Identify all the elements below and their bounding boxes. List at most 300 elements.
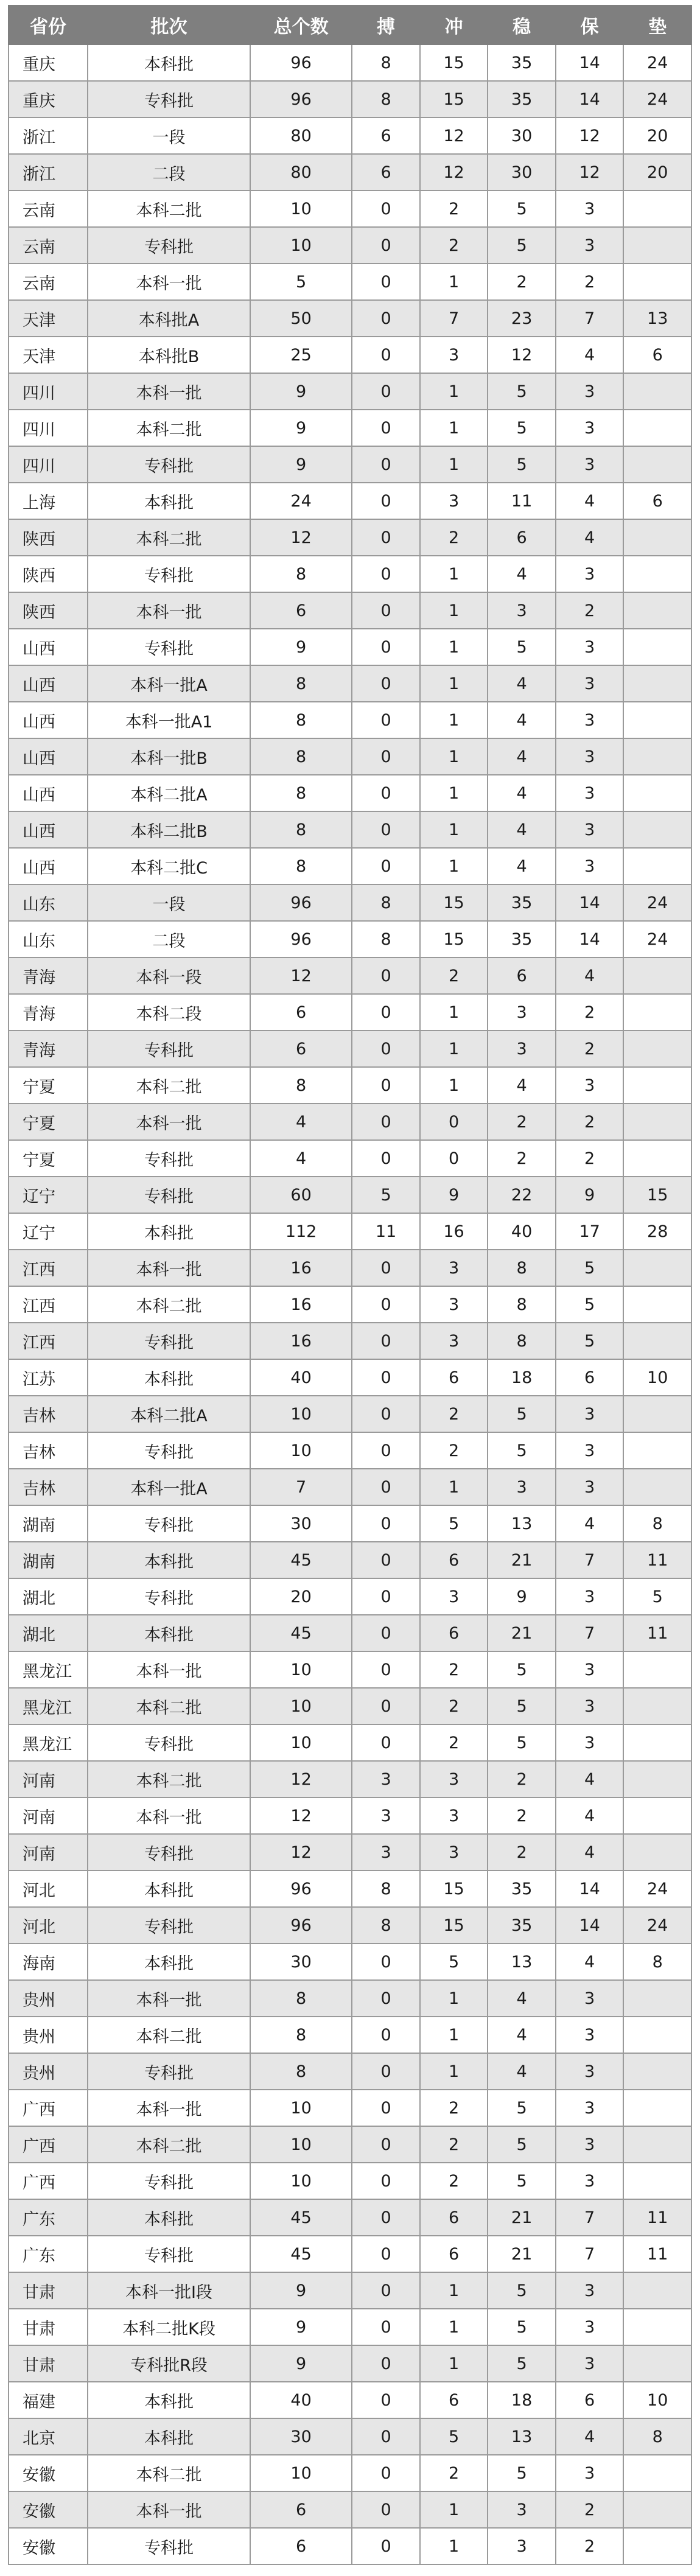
cell-reach: 0 xyxy=(352,1140,420,1177)
cell-fallback xyxy=(623,1688,691,1724)
table-row xyxy=(9,2528,691,2564)
cell-fallback: 6 xyxy=(623,483,691,519)
cell-total: 96 xyxy=(250,1907,352,1944)
cell-rush: 2 xyxy=(420,227,488,264)
cell-batch: 专科批R段 xyxy=(88,2345,250,2382)
cell-total: 8 xyxy=(250,811,352,848)
cell-rush: 6 xyxy=(420,1615,488,1651)
cell-batch: 本科二批 xyxy=(88,1761,250,1797)
cell-province: 甘肃 xyxy=(9,2345,88,2382)
cell-province: 甘肃 xyxy=(9,2272,88,2309)
cell-batch: 本科二批B xyxy=(88,811,250,848)
cell-fallback: 24 xyxy=(623,921,691,957)
cell-safe: 4 xyxy=(556,1944,624,1980)
cell-total: 20 xyxy=(250,1578,352,1615)
cell-total: 24 xyxy=(250,483,352,519)
cell-fallback xyxy=(623,1286,691,1323)
table-row xyxy=(9,1031,691,1067)
table-row xyxy=(9,738,691,775)
cell-safe: 5 xyxy=(556,1286,624,1323)
cell-reach: 0 xyxy=(352,1323,420,1359)
cell-batch: 本科一批A xyxy=(88,1469,250,1505)
header-steady: 稳 xyxy=(488,5,556,44)
cell-total: 6 xyxy=(250,2491,352,2528)
cell-total: 8 xyxy=(250,702,352,738)
cell-steady: 5 xyxy=(488,446,556,483)
cell-batch: 专科批 xyxy=(88,1907,250,1944)
cell-reach: 0 xyxy=(352,1396,420,1432)
cell-steady: 3 xyxy=(488,1031,556,1067)
table-row xyxy=(9,2017,691,2053)
cell-total: 12 xyxy=(250,1761,352,1797)
cell-fallback xyxy=(623,811,691,848)
table-row xyxy=(9,848,691,884)
cell-safe: 2 xyxy=(556,2528,624,2564)
cell-total: 16 xyxy=(250,1286,352,1323)
cell-safe: 3 xyxy=(556,2163,624,2199)
cell-province: 湖南 xyxy=(9,1542,88,1578)
cell-steady: 4 xyxy=(488,556,556,592)
cell-safe: 7 xyxy=(556,300,624,337)
cell-rush: 6 xyxy=(420,2199,488,2236)
header-row xyxy=(9,5,691,44)
cell-rush: 2 xyxy=(420,191,488,227)
cell-total: 12 xyxy=(250,1834,352,1871)
cell-reach: 8 xyxy=(352,1871,420,1907)
cell-fallback xyxy=(623,1797,691,1834)
cell-total: 10 xyxy=(250,1688,352,1724)
table-row xyxy=(9,994,691,1031)
cell-fallback: 11 xyxy=(623,2199,691,2236)
cell-steady: 18 xyxy=(488,1359,556,1396)
cell-province: 山西 xyxy=(9,848,88,884)
cell-batch: 本科二批 xyxy=(88,1067,250,1104)
cell-reach: 0 xyxy=(352,2528,420,2564)
cell-total: 16 xyxy=(250,1323,352,1359)
cell-total: 12 xyxy=(250,519,352,556)
cell-total: 9 xyxy=(250,446,352,483)
cell-steady: 35 xyxy=(488,44,556,81)
cell-province: 重庆 xyxy=(9,44,88,81)
table-row xyxy=(9,483,691,519)
cell-fallback: 24 xyxy=(623,44,691,81)
cell-reach: 8 xyxy=(352,81,420,117)
cell-steady: 3 xyxy=(488,1469,556,1505)
cell-total: 6 xyxy=(250,2528,352,2564)
cell-steady: 5 xyxy=(488,1651,556,1688)
table-row xyxy=(9,227,691,264)
cell-safe: 3 xyxy=(556,1396,624,1432)
cell-batch: 本科一批 xyxy=(88,1797,250,1834)
cell-reach: 0 xyxy=(352,556,420,592)
cell-batch: 专科批 xyxy=(88,446,250,483)
cell-safe: 3 xyxy=(556,848,624,884)
cell-province: 辽宁 xyxy=(9,1177,88,1213)
cell-province: 海南 xyxy=(9,1944,88,1980)
cell-batch: 本科批 xyxy=(88,2418,250,2455)
cell-total: 8 xyxy=(250,2053,352,2090)
cell-steady: 3 xyxy=(488,592,556,629)
cell-province: 山西 xyxy=(9,775,88,811)
cell-fallback xyxy=(623,1980,691,2017)
cell-reach: 0 xyxy=(352,1724,420,1761)
cell-province: 山西 xyxy=(9,665,88,702)
cell-batch: 本科一批A xyxy=(88,665,250,702)
cell-safe: 3 xyxy=(556,227,624,264)
cell-safe: 3 xyxy=(556,1067,624,1104)
cell-batch: 一段 xyxy=(88,884,250,921)
cell-total: 10 xyxy=(250,2090,352,2126)
cell-steady: 21 xyxy=(488,1615,556,1651)
table-row xyxy=(9,1067,691,1104)
cell-total: 30 xyxy=(250,2418,352,2455)
cell-fallback xyxy=(623,1104,691,1140)
cell-rush: 2 xyxy=(420,2126,488,2163)
table-row xyxy=(9,1140,691,1177)
cell-rush: 1 xyxy=(420,665,488,702)
cell-batch: 本科二批 xyxy=(88,410,250,446)
cell-total: 10 xyxy=(250,1651,352,1688)
cell-fallback xyxy=(623,1250,691,1286)
cell-province: 贵州 xyxy=(9,2053,88,2090)
cell-province: 广东 xyxy=(9,2236,88,2272)
cell-reach: 0 xyxy=(352,2455,420,2491)
table-body xyxy=(9,44,691,2564)
cell-fallback xyxy=(623,519,691,556)
cell-batch: 本科二段 xyxy=(88,994,250,1031)
cell-steady: 5 xyxy=(488,2272,556,2309)
cell-total: 30 xyxy=(250,1505,352,1542)
cell-rush: 2 xyxy=(420,519,488,556)
cell-fallback xyxy=(623,1724,691,1761)
cell-reach: 0 xyxy=(352,1359,420,1396)
cell-rush: 1 xyxy=(420,446,488,483)
header-safe: 保 xyxy=(556,5,624,44)
cell-batch: 本科一段 xyxy=(88,957,250,994)
cell-total: 9 xyxy=(250,2272,352,2309)
cell-total: 4 xyxy=(250,1104,352,1140)
cell-batch: 本科二批 xyxy=(88,519,250,556)
cell-safe: 3 xyxy=(556,1432,624,1469)
cell-reach: 0 xyxy=(352,1469,420,1505)
cell-total: 8 xyxy=(250,1980,352,2017)
cell-reach: 0 xyxy=(352,811,420,848)
table-row xyxy=(9,300,691,337)
cell-rush: 2 xyxy=(420,1724,488,1761)
cell-province: 青海 xyxy=(9,1031,88,1067)
cell-reach: 0 xyxy=(352,2272,420,2309)
cell-steady: 12 xyxy=(488,337,556,373)
cell-rush: 12 xyxy=(420,154,488,191)
cell-steady: 2 xyxy=(488,1140,556,1177)
cell-safe: 4 xyxy=(556,2418,624,2455)
cell-reach: 0 xyxy=(352,2491,420,2528)
cell-steady: 2 xyxy=(488,1761,556,1797)
cell-batch: 本科批 xyxy=(88,483,250,519)
cell-reach: 11 xyxy=(352,1213,420,1250)
cell-rush: 1 xyxy=(420,2528,488,2564)
cell-reach: 0 xyxy=(352,519,420,556)
cell-rush: 6 xyxy=(420,2382,488,2418)
cell-province: 云南 xyxy=(9,191,88,227)
cell-reach: 6 xyxy=(352,117,420,154)
cell-fallback xyxy=(623,2163,691,2199)
cell-rush: 1 xyxy=(420,2309,488,2345)
cell-rush: 3 xyxy=(420,1323,488,1359)
cell-fallback: 8 xyxy=(623,2418,691,2455)
cell-steady: 5 xyxy=(488,2163,556,2199)
cell-safe: 3 xyxy=(556,702,624,738)
cell-total: 4 xyxy=(250,1140,352,1177)
cell-reach: 0 xyxy=(352,1250,420,1286)
table-row xyxy=(9,2090,691,2126)
cell-reach: 0 xyxy=(352,300,420,337)
cell-batch: 本科批 xyxy=(88,1615,250,1651)
cell-batch: 本科一批 xyxy=(88,373,250,410)
cell-reach: 0 xyxy=(352,1432,420,1469)
cell-province: 贵州 xyxy=(9,1980,88,2017)
cell-rush: 3 xyxy=(420,483,488,519)
cell-total: 7 xyxy=(250,1469,352,1505)
cell-rush: 2 xyxy=(420,2163,488,2199)
cell-steady: 23 xyxy=(488,300,556,337)
table-row xyxy=(9,1651,691,1688)
cell-safe: 3 xyxy=(556,629,624,665)
cell-safe: 4 xyxy=(556,957,624,994)
cell-reach: 0 xyxy=(352,2418,420,2455)
table-row xyxy=(9,2236,691,2272)
cell-reach: 0 xyxy=(352,1980,420,2017)
cell-steady: 4 xyxy=(488,811,556,848)
cell-safe: 4 xyxy=(556,337,624,373)
cell-rush: 1 xyxy=(420,1067,488,1104)
cell-reach: 0 xyxy=(352,483,420,519)
cell-reach: 0 xyxy=(352,2309,420,2345)
cell-province: 云南 xyxy=(9,264,88,300)
cell-total: 40 xyxy=(250,2382,352,2418)
cell-total: 50 xyxy=(250,300,352,337)
cell-rush: 1 xyxy=(420,2272,488,2309)
header-batch: 批次 xyxy=(88,5,250,44)
cell-total: 45 xyxy=(250,2236,352,2272)
cell-reach: 3 xyxy=(352,1834,420,1871)
cell-fallback xyxy=(623,1323,691,1359)
cell-safe: 3 xyxy=(556,410,624,446)
cell-rush: 1 xyxy=(420,2345,488,2382)
cell-batch: 二段 xyxy=(88,921,250,957)
cell-safe: 2 xyxy=(556,264,624,300)
cell-batch: 专科批 xyxy=(88,2236,250,2272)
table-row xyxy=(9,1871,691,1907)
table-row xyxy=(9,1213,691,1250)
table-row xyxy=(9,2491,691,2528)
cell-province: 宁夏 xyxy=(9,1104,88,1140)
cell-reach: 0 xyxy=(352,337,420,373)
cell-safe: 3 xyxy=(556,811,624,848)
cell-steady: 21 xyxy=(488,2199,556,2236)
cell-fallback: 24 xyxy=(623,81,691,117)
table-header xyxy=(9,5,691,44)
cell-safe: 14 xyxy=(556,884,624,921)
cell-steady: 30 xyxy=(488,154,556,191)
cell-safe: 12 xyxy=(556,154,624,191)
cell-province: 天津 xyxy=(9,300,88,337)
cell-total: 8 xyxy=(250,556,352,592)
cell-province: 陕西 xyxy=(9,592,88,629)
cell-batch: 本科批 xyxy=(88,1213,250,1250)
cell-total: 9 xyxy=(250,2345,352,2382)
cell-safe: 3 xyxy=(556,1469,624,1505)
table-row xyxy=(9,2382,691,2418)
cell-safe: 3 xyxy=(556,665,624,702)
cell-steady: 2 xyxy=(488,1834,556,1871)
cell-rush: 3 xyxy=(420,337,488,373)
cell-reach: 0 xyxy=(352,1651,420,1688)
cell-province: 吉林 xyxy=(9,1469,88,1505)
table-row xyxy=(9,1323,691,1359)
cell-steady: 4 xyxy=(488,702,556,738)
cell-reach: 0 xyxy=(352,191,420,227)
cell-province: 江西 xyxy=(9,1250,88,1286)
cell-batch: 本科二批 xyxy=(88,2126,250,2163)
cell-batch: 本科批A xyxy=(88,300,250,337)
cell-province: 安徽 xyxy=(9,2491,88,2528)
cell-steady: 5 xyxy=(488,191,556,227)
cell-fallback: 13 xyxy=(623,300,691,337)
cell-batch: 本科二批 xyxy=(88,191,250,227)
cell-batch: 本科二批 xyxy=(88,2017,250,2053)
cell-fallback xyxy=(623,2017,691,2053)
cell-batch: 专科批 xyxy=(88,1505,250,1542)
cell-batch: 专科批 xyxy=(88,1834,250,1871)
cell-batch: 本科二批K段 xyxy=(88,2309,250,2345)
cell-total: 9 xyxy=(250,373,352,410)
cell-total: 25 xyxy=(250,337,352,373)
cell-fallback: 11 xyxy=(623,1542,691,1578)
cell-batch: 专科批 xyxy=(88,1140,250,1177)
cell-province: 河北 xyxy=(9,1871,88,1907)
cell-steady: 4 xyxy=(488,1067,556,1104)
cell-fallback xyxy=(623,2053,691,2090)
cell-province: 云南 xyxy=(9,227,88,264)
table-row xyxy=(9,811,691,848)
cell-safe: 2 xyxy=(556,1140,624,1177)
cell-reach: 0 xyxy=(352,373,420,410)
cell-fallback: 24 xyxy=(623,1907,691,1944)
table-row xyxy=(9,1542,691,1578)
cell-province: 河南 xyxy=(9,1761,88,1797)
cell-province: 山东 xyxy=(9,921,88,957)
table-row xyxy=(9,2345,691,2382)
cell-reach: 0 xyxy=(352,1615,420,1651)
cell-batch: 本科二批C xyxy=(88,848,250,884)
cell-fallback xyxy=(623,2126,691,2163)
cell-reach: 0 xyxy=(352,1944,420,1980)
cell-steady: 11 xyxy=(488,483,556,519)
cell-steady: 13 xyxy=(488,2418,556,2455)
cell-reach: 0 xyxy=(352,2017,420,2053)
cell-total: 8 xyxy=(250,1067,352,1104)
cell-batch: 本科二批A xyxy=(88,775,250,811)
table-row xyxy=(9,1688,691,1724)
cell-rush: 2 xyxy=(420,2455,488,2491)
cell-safe: 3 xyxy=(556,1724,624,1761)
allocation-table xyxy=(8,5,692,2565)
cell-province: 河南 xyxy=(9,1834,88,1871)
cell-rush: 1 xyxy=(420,848,488,884)
cell-reach: 0 xyxy=(352,994,420,1031)
cell-total: 8 xyxy=(250,2017,352,2053)
cell-steady: 35 xyxy=(488,1907,556,1944)
header-total: 总个数 xyxy=(250,5,352,44)
cell-steady: 30 xyxy=(488,117,556,154)
cell-reach: 0 xyxy=(352,2126,420,2163)
table-row xyxy=(9,1104,691,1140)
cell-rush: 2 xyxy=(420,1396,488,1432)
cell-steady: 5 xyxy=(488,2090,556,2126)
cell-province: 浙江 xyxy=(9,154,88,191)
cell-total: 8 xyxy=(250,775,352,811)
cell-safe: 2 xyxy=(556,1031,624,1067)
cell-reach: 0 xyxy=(352,2199,420,2236)
cell-reach: 0 xyxy=(352,1286,420,1323)
cell-fallback xyxy=(623,264,691,300)
table-row xyxy=(9,1250,691,1286)
cell-rush: 5 xyxy=(420,1505,488,1542)
cell-province: 江西 xyxy=(9,1286,88,1323)
cell-fallback: 10 xyxy=(623,1359,691,1396)
table-row xyxy=(9,1286,691,1323)
cell-rush: 5 xyxy=(420,2418,488,2455)
cell-steady: 35 xyxy=(488,1871,556,1907)
cell-province: 青海 xyxy=(9,994,88,1031)
cell-rush: 1 xyxy=(420,1469,488,1505)
cell-safe: 14 xyxy=(556,44,624,81)
table-row xyxy=(9,2126,691,2163)
table-row xyxy=(9,81,691,117)
cell-total: 9 xyxy=(250,410,352,446)
cell-steady: 2 xyxy=(488,1797,556,1834)
cell-steady: 6 xyxy=(488,519,556,556)
table-row xyxy=(9,1980,691,2017)
cell-reach: 0 xyxy=(352,775,420,811)
cell-fallback xyxy=(623,629,691,665)
cell-rush: 3 xyxy=(420,1797,488,1834)
cell-reach: 0 xyxy=(352,1578,420,1615)
cell-steady: 3 xyxy=(488,994,556,1031)
cell-fallback xyxy=(623,957,691,994)
table-row xyxy=(9,884,691,921)
cell-rush: 1 xyxy=(420,264,488,300)
table-row xyxy=(9,2455,691,2491)
table-row xyxy=(9,44,691,81)
table-row xyxy=(9,410,691,446)
cell-province: 甘肃 xyxy=(9,2309,88,2345)
cell-steady: 13 xyxy=(488,1944,556,1980)
cell-total: 40 xyxy=(250,1359,352,1396)
table-row xyxy=(9,1615,691,1651)
allocation-table-container xyxy=(8,5,692,2565)
cell-total: 30 xyxy=(250,1944,352,1980)
cell-fallback xyxy=(623,994,691,1031)
cell-fallback xyxy=(623,665,691,702)
cell-reach: 3 xyxy=(352,1761,420,1797)
cell-fallback xyxy=(623,1469,691,1505)
cell-fallback: 11 xyxy=(623,2236,691,2272)
cell-province: 四川 xyxy=(9,410,88,446)
cell-fallback xyxy=(623,2528,691,2564)
cell-province: 上海 xyxy=(9,483,88,519)
